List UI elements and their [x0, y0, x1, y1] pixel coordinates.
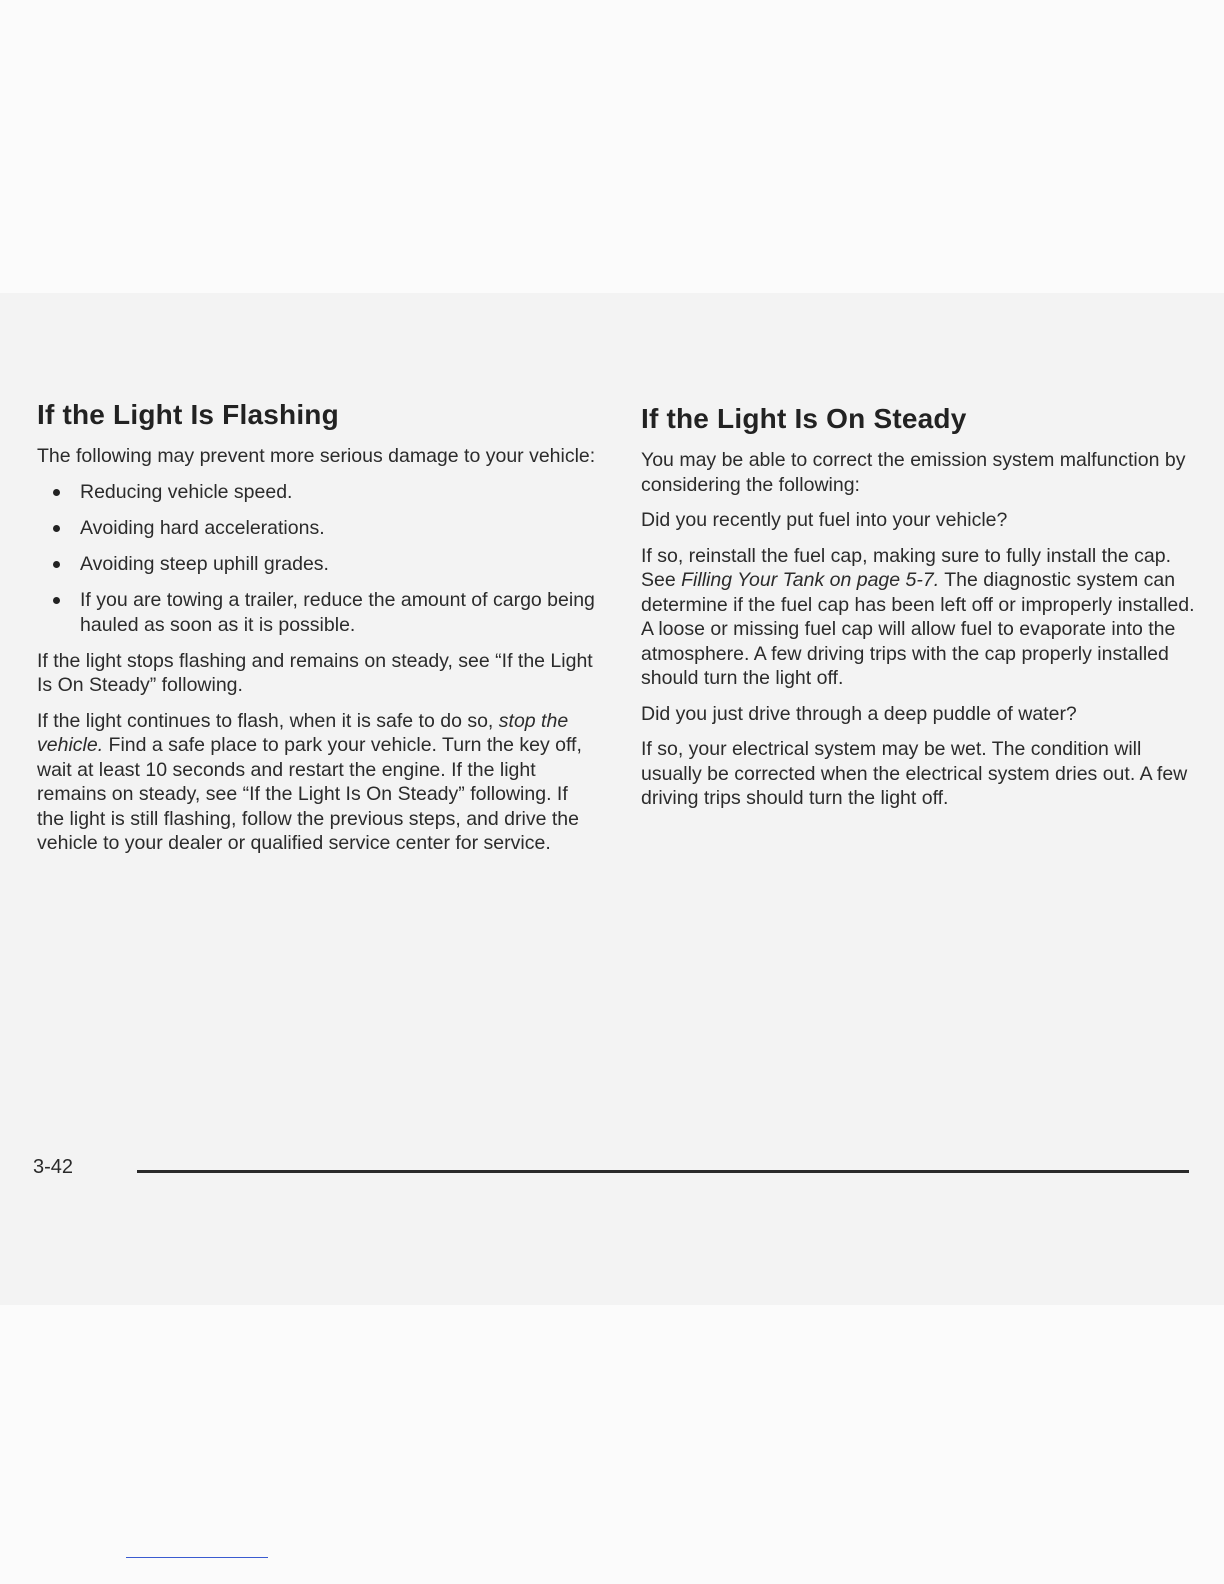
footer-rule — [137, 1170, 1189, 1173]
filling-tank-reference: Filling Your Tank on page 5-7. — [681, 569, 940, 591]
bullet-text: If you are towing a trailer, reduce the amount of cargo being hauled as soon as it is possible. — [80, 588, 595, 636]
page-number: 3-42 — [33, 1156, 74, 1178]
stop-vehicle-emphasis: stop the vehicle. — [37, 709, 569, 756]
list-item — [37, 480, 597, 505]
left-column — [37, 398, 597, 867]
bullet-text: Avoiding steep uphill grades. — [80, 552, 329, 575]
bullet-text: Reducing vehicle speed. — [80, 480, 293, 503]
flashing-bullet-list — [37, 480, 597, 638]
list-item — [37, 588, 597, 638]
right-column — [641, 402, 1196, 822]
fuel-answer-lead: If so, reinstall the fuel cap, making sure to fully install the cap. See — [641, 544, 1172, 591]
flashing-stops-paragraph: If the light stops flashing and remains on steady, see “If the Light Is On Steady” following. — [37, 649, 593, 696]
list-item — [37, 552, 597, 577]
flashing-intro: The following may prevent more serious damage to your vehicle: — [37, 445, 596, 467]
flashing-continues-paragraph — [37, 709, 597, 856]
fuel-question: Did you recently put fuel into your vehicle? — [641, 509, 1008, 531]
fuel-answer — [641, 544, 1196, 691]
bullet-icon — [53, 525, 60, 532]
steady-intro: You may be able to correct the emission system malfunction by considering the following: — [641, 449, 1186, 496]
link-underline — [126, 1557, 268, 1558]
continues-lead: If the light continues to flash, when it is safe to do so, — [37, 709, 494, 732]
fuel-answer-rest: The diagnostic system can determine if the fuel cap has been left off or improperly installed. A loose or missing fuel cap will allow fuel to evaporate into the atmosphere. A few driving trips with the cap properly installed should turn the light off. — [641, 569, 1195, 689]
bullet-icon — [53, 489, 60, 496]
list-item — [37, 516, 597, 541]
bullet-icon — [53, 561, 60, 568]
bullet-text: Avoiding hard accelerations. — [80, 516, 325, 539]
puddle-question: Did you just drive through a deep puddle of water? — [641, 702, 1077, 725]
heading-light-steady: If the Light Is On Steady — [641, 403, 967, 434]
bullet-icon — [53, 597, 60, 604]
puddle-answer: If so, your electrical system may be wet. The condition will usually be corrected when the electrical system dries out. A few driving trips should turn the light off. — [641, 738, 1188, 809]
continues-rest: Find a safe place to park your vehicle. Turn the key off, wait at least 10 seconds and restart the engine. If the light remains on steady, see “If the Light Is On Steady” following. If the light is still flashing, follow the previous steps, and drive the vehicle to your dealer or qualified service center for service. — [37, 734, 582, 854]
heading-light-flashing: If the Light Is Flashing — [37, 399, 339, 430]
